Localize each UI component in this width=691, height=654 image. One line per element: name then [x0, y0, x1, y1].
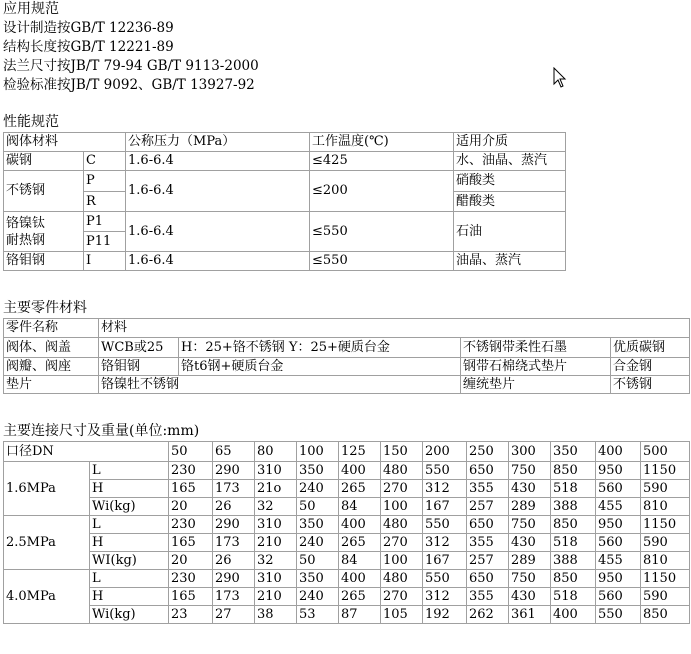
table-row: [4, 552, 690, 570]
value-cell: 21o: [255, 480, 297, 498]
material-cell: 不锈钢: [4, 171, 84, 212]
value-cell: 430: [509, 588, 551, 606]
media-cell: 醋酸类: [454, 192, 566, 212]
temperature-cell: ≤425: [310, 152, 454, 171]
standards-title: 应用规范: [3, 1, 59, 17]
value-cell: 240: [297, 588, 339, 606]
value-cell: 50: [297, 498, 339, 516]
value-cell: 550: [423, 570, 467, 588]
value-cell: 53: [297, 606, 339, 624]
dn-cell: 125: [339, 442, 381, 462]
table-row: [4, 498, 690, 516]
value-cell: 289: [509, 552, 551, 570]
value-cell: 210: [255, 534, 297, 552]
value-cell: 400: [339, 570, 381, 588]
pressure-cell: 1.6-6.4: [126, 212, 310, 252]
row-label-cell: Wi(kg): [90, 606, 169, 624]
value-cell: 20: [169, 498, 213, 516]
value-cell: 270: [381, 534, 423, 552]
value-cell: 310: [255, 516, 297, 534]
value-cell: 27: [213, 606, 255, 624]
dn-cell: 300: [509, 442, 551, 462]
material-cell: [4, 212, 84, 252]
part-material-cell: 不锈钢带柔性石墨: [461, 338, 611, 358]
standard-line: 结构长度按GB/T 12221-89: [3, 39, 174, 55]
value-cell: 430: [509, 480, 551, 498]
pressure-cell: 4.0MPa: [4, 570, 90, 624]
media-cell: 水、油晶、蒸汽: [454, 152, 566, 171]
value-cell: 240: [297, 480, 339, 498]
table-header-row: [4, 319, 690, 338]
part-material-cell: 铬钼钢: [99, 358, 179, 376]
value-cell: 165: [169, 588, 213, 606]
dn-cell: 400: [596, 442, 641, 462]
media-cell: 硝酸类: [454, 171, 566, 192]
pressure-cell: 1.6-6.4: [126, 171, 310, 212]
value-cell: 590: [641, 480, 690, 498]
value-cell: 265: [339, 480, 381, 498]
grade-cell: P1: [84, 212, 126, 232]
part-name-cell: 垫片: [4, 376, 99, 394]
part-material-cell: H：25+铬不锈钢 Y：25+硬质台金: [179, 338, 461, 358]
value-cell: 84: [339, 552, 381, 570]
material-line: 铬镍钛: [6, 215, 46, 231]
part-material-cell: 铬t6钢+硬质台金: [179, 358, 461, 376]
value-cell: 400: [339, 462, 381, 480]
pressure-cell: 2.5MPa: [4, 516, 90, 570]
value-cell: 810: [641, 552, 690, 570]
value-cell: 165: [169, 480, 213, 498]
row-label-cell: L: [90, 516, 169, 534]
value-cell: 26: [213, 552, 255, 570]
dn-cell: 350: [551, 442, 596, 462]
value-cell: 230: [169, 516, 213, 534]
material-cell: 铬钼钢: [4, 252, 84, 271]
dimensions-table: [3, 441, 690, 624]
dn-cell: 80: [255, 442, 297, 462]
value-cell: 26: [213, 498, 255, 516]
standard-line: 法兰尺寸按JB/T 79-94 GB/T 9113-2000: [3, 58, 259, 74]
dn-cell: 250: [467, 442, 509, 462]
value-cell: 750: [509, 570, 551, 588]
value-cell: 455: [596, 498, 641, 516]
value-cell: 20: [169, 552, 213, 570]
value-cell: 361: [509, 606, 551, 624]
dn-cell: 50: [169, 442, 213, 462]
value-cell: 32: [255, 552, 297, 570]
value-cell: 230: [169, 570, 213, 588]
value-cell: 388: [551, 552, 596, 570]
value-cell: 550: [596, 606, 641, 624]
value-cell: 312: [423, 534, 467, 552]
value-cell: 230: [169, 462, 213, 480]
value-cell: 355: [467, 534, 509, 552]
pressure-cell: 1.6-6.4: [126, 152, 310, 171]
value-cell: 257: [467, 552, 509, 570]
row-label-cell: H: [90, 534, 169, 552]
value-cell: 165: [169, 534, 213, 552]
value-cell: 192: [423, 606, 467, 624]
grade-cell: I: [84, 252, 126, 271]
value-cell: 257: [467, 498, 509, 516]
value-cell: 650: [467, 570, 509, 588]
value-cell: 750: [509, 516, 551, 534]
dn-cell: 150: [381, 442, 423, 462]
table-row: [4, 358, 690, 376]
part-name-cell: 阀体、阀盖: [4, 338, 99, 358]
performance-table: [3, 132, 566, 271]
material-cell: 碳钢: [4, 152, 84, 171]
temperature-cell: ≤550: [310, 252, 454, 271]
value-cell: 265: [339, 534, 381, 552]
dn-cell: 500: [641, 442, 690, 462]
value-cell: 850: [551, 570, 596, 588]
value-cell: 400: [551, 606, 596, 624]
part-material-cell: 钢带石棉绕式垫片: [461, 358, 611, 376]
value-cell: 290: [213, 570, 255, 588]
header-material: 阀体材料: [4, 133, 126, 152]
value-cell: 32: [255, 498, 297, 516]
table-row: [4, 212, 566, 232]
value-cell: 560: [596, 534, 641, 552]
value-cell: 240: [297, 534, 339, 552]
table-header-row: [4, 442, 690, 462]
value-cell: 1150: [641, 516, 690, 534]
value-cell: 455: [596, 552, 641, 570]
part-material-cell: 合金钢: [611, 358, 690, 376]
row-label-cell: WI(kg): [90, 552, 169, 570]
dimensions-body: [4, 462, 690, 624]
pressure-cell: 1.6-6.4: [126, 252, 310, 271]
value-cell: 100: [381, 498, 423, 516]
table-row: [4, 152, 566, 171]
value-cell: 950: [596, 516, 641, 534]
value-cell: 167: [423, 498, 467, 516]
value-cell: 290: [213, 516, 255, 534]
value-cell: 518: [551, 480, 596, 498]
dimensions-title: 主要连接尺寸及重量(单位:mm): [3, 423, 200, 439]
grade-cell: P: [84, 171, 126, 192]
value-cell: 350: [297, 516, 339, 534]
header-temperature: 工作温度(℃): [310, 133, 454, 152]
value-cell: 590: [641, 588, 690, 606]
grade-cell: R: [84, 192, 126, 212]
value-cell: 355: [467, 588, 509, 606]
row-label-cell: L: [90, 570, 169, 588]
value-cell: 550: [423, 462, 467, 480]
standard-line: 设计制造按GB/T 12236-89: [3, 20, 174, 36]
row-label-cell: H: [90, 588, 169, 606]
row-label-cell: Wi(kg): [90, 498, 169, 516]
value-cell: 210: [255, 588, 297, 606]
pressure-cell: 1.6MPa: [4, 462, 90, 516]
value-cell: 262: [467, 606, 509, 624]
value-cell: 23: [169, 606, 213, 624]
value-cell: 590: [641, 534, 690, 552]
table-row: [4, 480, 690, 498]
value-cell: 850: [641, 606, 690, 624]
table-row: [4, 516, 690, 534]
value-cell: 87: [339, 606, 381, 624]
dn-cell: 100: [297, 442, 339, 462]
header-pressure: 公称压力（MPa）: [126, 133, 310, 152]
value-cell: 355: [467, 480, 509, 498]
value-cell: 560: [596, 480, 641, 498]
performance-title: 性能规范: [3, 114, 59, 130]
table-row: [4, 171, 566, 192]
value-cell: 850: [551, 516, 596, 534]
table-row: [4, 376, 690, 394]
value-cell: 518: [551, 588, 596, 606]
value-cell: 400: [339, 516, 381, 534]
value-cell: 290: [213, 462, 255, 480]
value-cell: 270: [381, 480, 423, 498]
value-cell: 518: [551, 534, 596, 552]
value-cell: 650: [467, 516, 509, 534]
part-material-cell: 优质碳钢: [611, 338, 690, 358]
temperature-cell: ≤550: [310, 212, 454, 252]
value-cell: 167: [423, 552, 467, 570]
value-cell: 84: [339, 498, 381, 516]
value-cell: 750: [509, 462, 551, 480]
header-media: 适用介质: [454, 133, 566, 152]
material-line: 耐热钢: [6, 232, 46, 248]
table-row: [4, 338, 690, 358]
value-cell: 810: [641, 498, 690, 516]
dn-cell: 200: [423, 442, 467, 462]
row-label-cell: H: [90, 480, 169, 498]
value-cell: 270: [381, 588, 423, 606]
row-label-cell: L: [90, 462, 169, 480]
value-cell: 350: [297, 570, 339, 588]
value-cell: 388: [551, 498, 596, 516]
value-cell: 350: [297, 462, 339, 480]
dn-cell: 65: [213, 442, 255, 462]
mouse-pointer-icon: [553, 67, 567, 89]
media-cell: 石油: [454, 212, 566, 252]
parts-table: [3, 318, 690, 394]
media-cell: 油晶、蒸汽: [454, 252, 566, 271]
grade-cell: P11: [84, 232, 126, 252]
value-cell: 173: [213, 588, 255, 606]
value-cell: 550: [423, 516, 467, 534]
value-cell: 100: [381, 552, 423, 570]
value-cell: 560: [596, 588, 641, 606]
header-part-material: 材料: [99, 319, 690, 338]
temperature-cell: ≤200: [310, 171, 454, 212]
value-cell: 312: [423, 480, 467, 498]
value-cell: 950: [596, 462, 641, 480]
table-header-row: [4, 133, 566, 152]
value-cell: 289: [509, 498, 551, 516]
part-material-cell: 铬镍牡不锈钢: [99, 376, 461, 394]
part-material-cell: 缠统垫片: [461, 376, 611, 394]
table-row: [4, 534, 690, 552]
value-cell: 480: [381, 516, 423, 534]
grade-cell: C: [84, 152, 126, 171]
table-row: [4, 462, 690, 480]
part-material-cell: WCB或25: [99, 338, 179, 358]
table-row: [4, 588, 690, 606]
value-cell: 430: [509, 534, 551, 552]
value-cell: 480: [381, 570, 423, 588]
table-row: [4, 252, 566, 271]
value-cell: 1150: [641, 462, 690, 480]
parts-title: 主要零件材料: [3, 300, 87, 316]
value-cell: 265: [339, 588, 381, 606]
value-cell: 105: [381, 606, 423, 624]
header-part-name: 零件名称: [4, 319, 99, 338]
table-row: [4, 570, 690, 588]
value-cell: 1150: [641, 570, 690, 588]
value-cell: 38: [255, 606, 297, 624]
table-row: [4, 606, 690, 624]
value-cell: 310: [255, 570, 297, 588]
value-cell: 950: [596, 570, 641, 588]
value-cell: 50: [297, 552, 339, 570]
value-cell: 480: [381, 462, 423, 480]
value-cell: 173: [213, 480, 255, 498]
value-cell: 850: [551, 462, 596, 480]
value-cell: 173: [213, 534, 255, 552]
part-name-cell: 阀瓣、阀座: [4, 358, 99, 376]
value-cell: 312: [423, 588, 467, 606]
value-cell: 310: [255, 462, 297, 480]
dn-label-cell: 口径DN: [4, 442, 169, 462]
standard-line: 检验标准按JB/T 9092、GB/T 13927-92: [3, 77, 255, 93]
part-material-cell: 不锈钢: [611, 376, 690, 394]
value-cell: 650: [467, 462, 509, 480]
